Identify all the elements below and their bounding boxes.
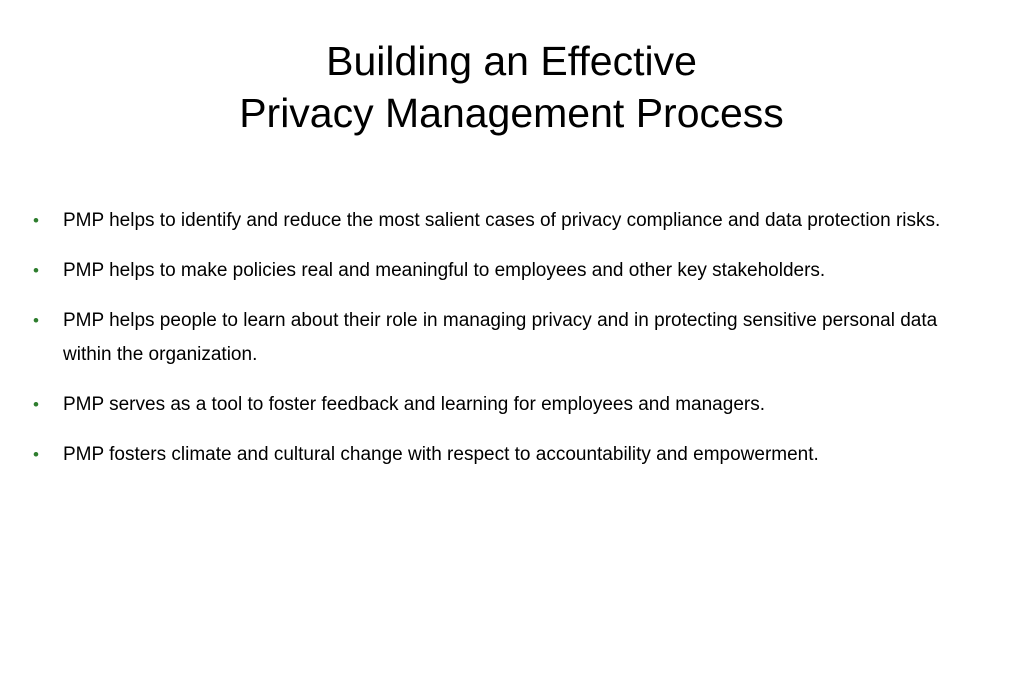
bullet-dot-icon: • (33, 261, 39, 280)
bullet-text: PMP helps to make policies real and meaningful to employees and other key stakeholders. (63, 260, 826, 281)
bullet-item (28, 304, 988, 372)
bullet-text: PMP helps to identify and reduce the most salient cases of privacy compliance and data protection risks. (63, 210, 941, 231)
title-line-2: Privacy Management Process (239, 90, 784, 136)
bullet-text: PMP serves as a tool to foster feedback and learning for employees and managers. (63, 394, 765, 415)
bullet-text: PMP helps people to learn about their role in managing privacy and in protecting sensitive personal data within the organization. (63, 310, 938, 365)
bullet-item (28, 438, 988, 472)
title-line-1: Building an Effective (326, 38, 697, 84)
bullet-item (28, 204, 988, 238)
bullet-dot-icon: • (33, 445, 39, 464)
bullet-dot-icon: • (33, 311, 39, 330)
bullet-list (28, 204, 988, 488)
slide-title (0, 35, 1023, 139)
bullet-dot-icon: • (33, 395, 39, 414)
bullet-dot-icon: • (33, 211, 39, 230)
bullet-text: PMP fosters climate and cultural change with respect to accountability and empowerment. (63, 444, 819, 465)
bullet-item (28, 254, 988, 288)
bullet-item (28, 388, 988, 422)
